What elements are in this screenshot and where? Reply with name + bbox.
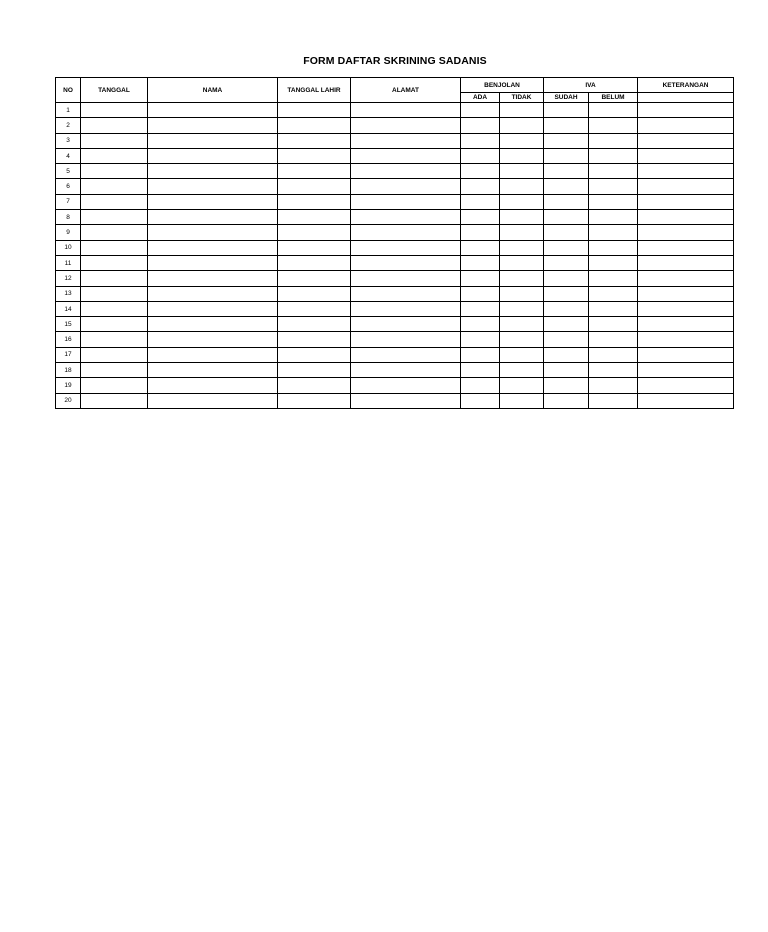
- row-number: 10: [56, 240, 81, 255]
- cell-tanggal: [81, 271, 148, 286]
- cell-tanggal-lahir: [278, 271, 351, 286]
- cell-tanggal-lahir: [278, 301, 351, 316]
- cell-iva-belum: [589, 332, 638, 347]
- cell-benjolan-ada: [461, 363, 500, 378]
- row-number: 3: [56, 133, 81, 148]
- cell-benjolan-ada: [461, 118, 500, 133]
- cell-keterangan: [638, 332, 734, 347]
- cell-benjolan-tidak: [500, 286, 544, 301]
- cell-iva-belum: [589, 210, 638, 225]
- cell-benjolan-ada: [461, 271, 500, 286]
- cell-benjolan-tidak: [500, 103, 544, 118]
- cell-alamat: [351, 194, 461, 209]
- row-number: 9: [56, 225, 81, 240]
- row-number: 5: [56, 164, 81, 179]
- cell-iva-sudah: [544, 179, 589, 194]
- cell-iva-belum: [589, 179, 638, 194]
- cell-benjolan-tidak: [500, 133, 544, 148]
- cell-alamat: [351, 332, 461, 347]
- row-number: 18: [56, 363, 81, 378]
- cell-iva-belum: [589, 317, 638, 332]
- cell-keterangan: [638, 194, 734, 209]
- cell-keterangan: [638, 271, 734, 286]
- cell-benjolan-tidak: [500, 210, 544, 225]
- row-number: 19: [56, 378, 81, 393]
- cell-benjolan-tidak: [500, 378, 544, 393]
- cell-benjolan-ada: [461, 240, 500, 255]
- cell-benjolan-ada: [461, 301, 500, 316]
- cell-benjolan-ada: [461, 179, 500, 194]
- cell-benjolan-ada: [461, 194, 500, 209]
- cell-keterangan: [638, 148, 734, 163]
- header-tanggal-lahir: TANGGAL LAHIR: [278, 78, 351, 103]
- cell-iva-belum: [589, 118, 638, 133]
- cell-alamat: [351, 133, 461, 148]
- row-number: 2: [56, 118, 81, 133]
- row-number: 11: [56, 255, 81, 270]
- cell-iva-sudah: [544, 240, 589, 255]
- row-number: 17: [56, 347, 81, 362]
- cell-alamat: [351, 317, 461, 332]
- cell-iva-sudah: [544, 164, 589, 179]
- cell-nama: [148, 164, 278, 179]
- cell-iva-sudah: [544, 317, 589, 332]
- table-row: [56, 317, 734, 332]
- header-benjolan: BENJOLAN: [461, 78, 544, 93]
- cell-benjolan-tidak: [500, 332, 544, 347]
- cell-nama: [148, 210, 278, 225]
- cell-alamat: [351, 301, 461, 316]
- cell-tanggal: [81, 347, 148, 362]
- cell-iva-sudah: [544, 347, 589, 362]
- cell-nama: [148, 378, 278, 393]
- cell-nama: [148, 363, 278, 378]
- cell-nama: [148, 347, 278, 362]
- cell-alamat: [351, 393, 461, 408]
- cell-tanggal: [81, 363, 148, 378]
- table-row: [56, 286, 734, 301]
- cell-nama: [148, 194, 278, 209]
- cell-tanggal-lahir: [278, 286, 351, 301]
- row-number: 16: [56, 332, 81, 347]
- cell-iva-belum: [589, 271, 638, 286]
- cell-keterangan: [638, 210, 734, 225]
- cell-tanggal: [81, 164, 148, 179]
- cell-iva-belum: [589, 255, 638, 270]
- page-title: FORM DAFTAR SKRINING SADANIS: [303, 55, 487, 67]
- cell-tanggal: [81, 148, 148, 163]
- cell-benjolan-ada: [461, 103, 500, 118]
- cell-benjolan-tidak: [500, 179, 544, 194]
- row-number: 13: [56, 286, 81, 301]
- table-row: [56, 271, 734, 286]
- cell-benjolan-tidak: [500, 255, 544, 270]
- cell-tanggal-lahir: [278, 240, 351, 255]
- cell-tanggal-lahir: [278, 378, 351, 393]
- cell-benjolan-ada: [461, 225, 500, 240]
- table-row: [56, 347, 734, 362]
- cell-tanggal-lahir: [278, 363, 351, 378]
- cell-benjolan-ada: [461, 133, 500, 148]
- table-row: [56, 332, 734, 347]
- table-row: [56, 103, 734, 118]
- cell-iva-sudah: [544, 225, 589, 240]
- screening-table: [55, 77, 734, 409]
- table-row: [56, 179, 734, 194]
- cell-iva-sudah: [544, 286, 589, 301]
- table-row: [56, 225, 734, 240]
- cell-keterangan: [638, 164, 734, 179]
- cell-nama: [148, 225, 278, 240]
- cell-iva-belum: [589, 103, 638, 118]
- cell-benjolan-tidak: [500, 194, 544, 209]
- cell-keterangan: [638, 301, 734, 316]
- header-alamat: ALAMAT: [351, 78, 461, 103]
- cell-tanggal-lahir: [278, 210, 351, 225]
- table-body: [56, 103, 734, 409]
- cell-tanggal: [81, 332, 148, 347]
- cell-keterangan: [638, 286, 734, 301]
- cell-benjolan-ada: [461, 393, 500, 408]
- cell-alamat: [351, 255, 461, 270]
- cell-iva-belum: [589, 194, 638, 209]
- cell-benjolan-tidak: [500, 148, 544, 163]
- cell-nama: [148, 103, 278, 118]
- cell-benjolan-tidak: [500, 347, 544, 362]
- row-number: 15: [56, 317, 81, 332]
- header-no: NO: [56, 78, 81, 103]
- cell-tanggal: [81, 317, 148, 332]
- cell-tanggal: [81, 179, 148, 194]
- cell-iva-sudah: [544, 255, 589, 270]
- cell-nama: [148, 332, 278, 347]
- cell-iva-belum: [589, 378, 638, 393]
- table-row: [56, 240, 734, 255]
- cell-tanggal: [81, 118, 148, 133]
- cell-tanggal-lahir: [278, 179, 351, 194]
- cell-nama: [148, 286, 278, 301]
- table-row: [56, 378, 734, 393]
- cell-alamat: [351, 179, 461, 194]
- cell-iva-belum: [589, 133, 638, 148]
- header-benjolan-tidak: TIDAK: [500, 93, 544, 103]
- cell-tanggal-lahir: [278, 103, 351, 118]
- cell-tanggal: [81, 103, 148, 118]
- row-number: 4: [56, 148, 81, 163]
- cell-tanggal: [81, 393, 148, 408]
- cell-keterangan: [638, 133, 734, 148]
- header-tanggal: TANGGAL: [81, 78, 148, 103]
- cell-tanggal-lahir: [278, 255, 351, 270]
- cell-benjolan-tidak: [500, 393, 544, 408]
- cell-iva-sudah: [544, 133, 589, 148]
- cell-alamat: [351, 286, 461, 301]
- cell-iva-belum: [589, 301, 638, 316]
- cell-benjolan-tidak: [500, 225, 544, 240]
- row-number: 6: [56, 179, 81, 194]
- cell-keterangan: [638, 317, 734, 332]
- cell-benjolan-ada: [461, 332, 500, 347]
- header-keterangan: KETERANGAN: [638, 78, 734, 93]
- cell-alamat: [351, 363, 461, 378]
- row-number: 1: [56, 103, 81, 118]
- cell-tanggal: [81, 301, 148, 316]
- cell-iva-sudah: [544, 301, 589, 316]
- cell-tanggal-lahir: [278, 194, 351, 209]
- cell-iva-sudah: [544, 118, 589, 133]
- cell-keterangan: [638, 179, 734, 194]
- table-row: [56, 148, 734, 163]
- cell-alamat: [351, 225, 461, 240]
- cell-nama: [148, 179, 278, 194]
- cell-benjolan-tidak: [500, 301, 544, 316]
- cell-keterangan: [638, 378, 734, 393]
- cell-iva-sudah: [544, 332, 589, 347]
- cell-tanggal-lahir: [278, 133, 351, 148]
- cell-nama: [148, 317, 278, 332]
- cell-benjolan-tidak: [500, 164, 544, 179]
- cell-keterangan: [638, 118, 734, 133]
- cell-iva-belum: [589, 286, 638, 301]
- table-row: [56, 255, 734, 270]
- header-iva: IVA: [544, 78, 638, 93]
- cell-benjolan-ada: [461, 317, 500, 332]
- cell-keterangan: [638, 240, 734, 255]
- cell-iva-sudah: [544, 378, 589, 393]
- cell-keterangan: [638, 393, 734, 408]
- cell-benjolan-ada: [461, 164, 500, 179]
- cell-nama: [148, 301, 278, 316]
- cell-alamat: [351, 347, 461, 362]
- cell-benjolan-ada: [461, 148, 500, 163]
- cell-tanggal: [81, 210, 148, 225]
- cell-alamat: [351, 240, 461, 255]
- cell-tanggal: [81, 378, 148, 393]
- cell-nama: [148, 240, 278, 255]
- cell-benjolan-tidak: [500, 271, 544, 286]
- cell-alamat: [351, 148, 461, 163]
- cell-iva-sudah: [544, 271, 589, 286]
- cell-iva-belum: [589, 347, 638, 362]
- cell-nama: [148, 255, 278, 270]
- cell-iva-sudah: [544, 103, 589, 118]
- cell-nama: [148, 393, 278, 408]
- cell-benjolan-ada: [461, 378, 500, 393]
- cell-iva-belum: [589, 393, 638, 408]
- cell-iva-sudah: [544, 194, 589, 209]
- cell-iva-belum: [589, 164, 638, 179]
- cell-tanggal-lahir: [278, 347, 351, 362]
- cell-iva-sudah: [544, 148, 589, 163]
- cell-iva-belum: [589, 225, 638, 240]
- row-number: 12: [56, 271, 81, 286]
- table-row: [56, 164, 734, 179]
- cell-tanggal-lahir: [278, 332, 351, 347]
- table-row: [56, 301, 734, 316]
- cell-alamat: [351, 378, 461, 393]
- cell-benjolan-ada: [461, 255, 500, 270]
- header-keterangan-sub: [638, 93, 734, 103]
- cell-nama: [148, 148, 278, 163]
- cell-tanggal-lahir: [278, 393, 351, 408]
- header-nama: NAMA: [148, 78, 278, 103]
- table-row: [56, 194, 734, 209]
- cell-iva-belum: [589, 240, 638, 255]
- cell-benjolan-ada: [461, 210, 500, 225]
- cell-tanggal: [81, 240, 148, 255]
- table-row: [56, 210, 734, 225]
- cell-tanggal-lahir: [278, 225, 351, 240]
- cell-keterangan: [638, 363, 734, 378]
- cell-alamat: [351, 164, 461, 179]
- cell-nama: [148, 133, 278, 148]
- row-number: 8: [56, 210, 81, 225]
- cell-tanggal-lahir: [278, 164, 351, 179]
- row-number: 20: [56, 393, 81, 408]
- cell-iva-belum: [589, 363, 638, 378]
- cell-tanggal: [81, 225, 148, 240]
- cell-keterangan: [638, 103, 734, 118]
- header-iva-sudah: SUDAH: [544, 93, 589, 103]
- cell-nama: [148, 118, 278, 133]
- cell-alamat: [351, 103, 461, 118]
- cell-nama: [148, 271, 278, 286]
- cell-benjolan-ada: [461, 286, 500, 301]
- cell-keterangan: [638, 347, 734, 362]
- cell-keterangan: [638, 225, 734, 240]
- cell-tanggal-lahir: [278, 118, 351, 133]
- cell-tanggal: [81, 194, 148, 209]
- table-row: [56, 363, 734, 378]
- table-row: [56, 393, 734, 408]
- cell-tanggal: [81, 286, 148, 301]
- cell-benjolan-tidak: [500, 317, 544, 332]
- cell-alamat: [351, 210, 461, 225]
- cell-alamat: [351, 271, 461, 286]
- cell-iva-sudah: [544, 210, 589, 225]
- cell-benjolan-tidak: [500, 118, 544, 133]
- cell-benjolan-tidak: [500, 363, 544, 378]
- header-benjolan-ada: ADA: [461, 93, 500, 103]
- cell-tanggal-lahir: [278, 317, 351, 332]
- cell-iva-sudah: [544, 363, 589, 378]
- cell-tanggal-lahir: [278, 148, 351, 163]
- cell-alamat: [351, 118, 461, 133]
- cell-tanggal: [81, 133, 148, 148]
- row-number: 7: [56, 194, 81, 209]
- header-iva-belum: BELUM: [589, 93, 638, 103]
- table-row: [56, 133, 734, 148]
- cell-benjolan-ada: [461, 347, 500, 362]
- table-row: [56, 118, 734, 133]
- cell-iva-sudah: [544, 393, 589, 408]
- cell-tanggal: [81, 255, 148, 270]
- cell-iva-belum: [589, 148, 638, 163]
- row-number: 14: [56, 301, 81, 316]
- cell-keterangan: [638, 255, 734, 270]
- cell-benjolan-tidak: [500, 240, 544, 255]
